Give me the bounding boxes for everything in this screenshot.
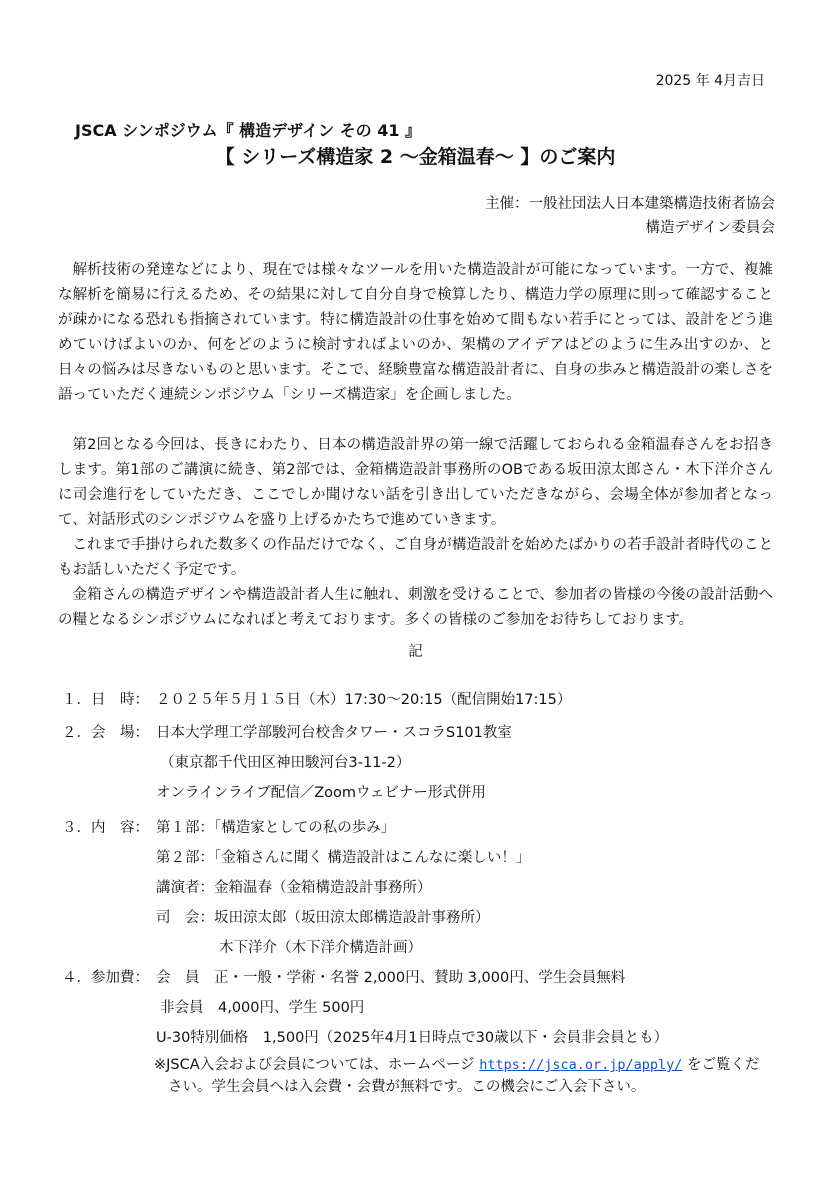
membership-note <box>154 1054 774 1098</box>
detail-fee <box>62 966 625 987</box>
detail-content <box>62 816 395 837</box>
venue-address: （東京都千代田区神田駿河台3-11-2） <box>160 755 411 771</box>
note-prefix: ※JSCA入会および会員については、ホームページ <box>154 1057 480 1073</box>
content-label: ３．内 容： <box>62 820 149 836</box>
datetime-value: ２０２５年５月１５日（木）17:30～20:15（配信開始17:15） <box>156 692 572 708</box>
paragraph-4: 金箱さんの構造デザインや構造設計者人生に触れ、刺激を受けることで、参加者の皆様の今後の設計活動への糧となるシンポジウムになればと考えております。多くの皆様のご参加をお待ちしております。 <box>58 587 773 628</box>
fee-nonmember: 非会員 4,000円、学生 500円 <box>160 1000 365 1016</box>
content-part2: 第２部：「金箱さんに聞く 構造設計はこんなに楽しい！」 <box>156 850 531 866</box>
organizer-block <box>485 192 775 240</box>
fee-u30: U-30特別価格 1,500円（2025年4月1日時点で30歳以下・会員非会員とも） <box>156 1030 669 1046</box>
detail-datetime <box>62 688 571 709</box>
note-line-1 <box>154 1054 774 1076</box>
organizer-line-1: 主催：一般社団法人日本建築構造技術者協会 <box>485 196 775 212</box>
page-title: 【 シリーズ構造家 2 ～金箱温春～ 】のご案内 <box>215 146 616 168</box>
venue-value: 日本大学理工学部駿河台校舎タワー・スコラS101教室 <box>156 725 512 741</box>
issue-date: 2025 年 4月吉日 <box>655 73 765 89</box>
paragraph-3: これまで手掛けられた数多くの作品だけでなく、ご自身が構造設計を始めたばかりの若手設計者時代のこともお話しいただく予定です。 <box>58 537 773 578</box>
note-suffix: をご覧くだ <box>682 1057 760 1073</box>
fee-label: ４．参加費： <box>62 970 149 986</box>
datetime-label: １．日 時： <box>62 692 149 708</box>
content-part1: 第１部：「構造家としての私の歩み」 <box>156 820 396 836</box>
symposium-subtitle: JSCA シンポジウム『 構造デザイン その 41 』 <box>75 121 422 140</box>
fee-member: 会 員 正・一般・学術・名誉 2,000円、賛助 3,000円、学生会員無料 <box>156 970 626 986</box>
paragraph-2: 第2回となる今回は、長きにわたり、日本の構造設計界の第一線で活躍しておられる金箱温春さんをお招きします。第1部のご講演に続き、第2部では、金箱構造設計事務所のOBである坂田涼太郎さん・木下洋介さんに司会進行をしていただき、ここでしか聞けない話を引き出していただきながら、会場全体が参加者となって、対話形式のシンポジウムを盛り上げるかたちで進めていきます。 <box>58 437 773 528</box>
moderator-2: 木下洋介（木下洋介構造計画） <box>219 940 422 956</box>
body-text <box>58 258 773 633</box>
speaker: 講演者：金箱温春（金箱構造設計事務所） <box>156 880 432 896</box>
apply-link[interactable]: https://jsca.or.jp/apply/ <box>479 1057 683 1073</box>
venue-label: ２．会 場： <box>62 725 149 741</box>
detail-venue <box>62 721 512 742</box>
paragraph-1: 解析技術の発達などにより、現在では様々なツールを用いた構造設計が可能になっています。一方で、複雑な解析を簡易に行えるため、その結果に対して自分自身で検算したり、構造力学の原理に則って確認することが疎かになる恐れも指摘されています。特に構造設計の仕事を始めて間もない若手にとっては、設計をどう進めていけばよいのか、何をどのように検討すればよいのか、架構のアイデアはどのように生み出すのか、と日々の悩みは尽きないものと思います。そこで、経験豊富な構造設計者に、自身の歩みと構造設計の楽しさを語っていただく連続シンポジウム「シリーズ構造家」を企画しました。 <box>58 262 773 403</box>
venue-online: オンラインライブ配信／Zoomウェビナー形式併用 <box>156 785 486 801</box>
organizer-line-2: 構造デザイン委員会 <box>645 220 775 236</box>
ki-heading: 記 <box>408 644 423 660</box>
note-line-2: さい。学生会員へは入会費・会費が無料です。この機会にご入会下さい。 <box>168 1079 646 1095</box>
moderator-1: 司 会：坂田涼太郎（坂田涼太郎構造設計事務所） <box>156 910 490 926</box>
